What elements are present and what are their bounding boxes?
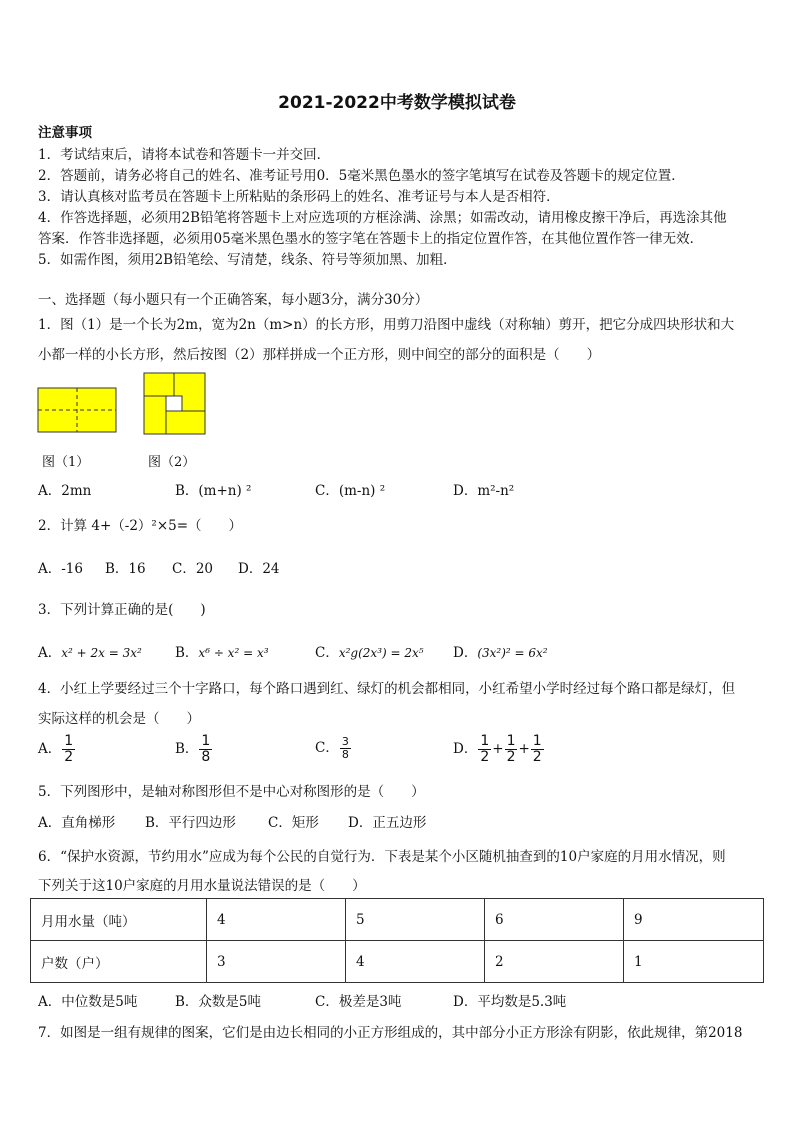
fraction-denominator: 8 <box>201 749 211 765</box>
q6-stem-line1: 6．“保护水资源，节约用水”应成为每个公民的自觉行为．下表是某个小区随机抽查到的10户家庭的月用水情况，则 <box>38 849 726 865</box>
q6-option-b: B．众数是5吨 <box>175 994 262 1010</box>
q2-option-a: A．-16 <box>38 561 83 577</box>
fraction-numerator: 1 <box>64 733 74 749</box>
q4-option-d-fraction-1 <box>478 734 491 765</box>
fraction-denominator: 2 <box>532 749 542 765</box>
table-cell: 3 <box>207 941 346 983</box>
q4-option-b-fraction <box>199 734 212 765</box>
table-cell: 4 <box>346 941 485 983</box>
q3-option-b <box>175 641 269 661</box>
q3-option-b-label: B． <box>175 645 199 661</box>
note-item: 答案．作答非选择题，必须用05毫米黑色墨水的签字笔在答题卡上的指定位置作答，在其他位置作答一律无效． <box>38 231 704 247</box>
fraction-numerator: 3 <box>341 735 349 748</box>
figure-2-square <box>144 373 205 434</box>
q3-option-c-label: C． <box>315 645 339 661</box>
q3-option-a-expr: x² + 2x = 3x² <box>61 646 142 660</box>
fraction-denominator: 2 <box>480 749 490 765</box>
table-cell: 户数（户） <box>31 941 207 983</box>
q3-option-a-label: A． <box>38 645 62 661</box>
q3-option-d-label: D． <box>453 645 478 661</box>
q3-option-c-expr: x²g(2x³) = 2x⁵ <box>338 646 424 660</box>
q4-option-c-fraction <box>340 736 351 761</box>
q1-option-c: C．(m-n) ² <box>315 483 386 499</box>
fraction-denominator: 2 <box>64 749 74 765</box>
q4-option-a-label: A． <box>38 741 62 757</box>
figure-2-label: 图（2） <box>148 455 196 470</box>
q4-option-c-label: C． <box>315 740 339 756</box>
section-heading: 一、选择题（每小题只有一个正确答案，每小题3分，满分30分） <box>38 292 429 308</box>
q4-option-d-fraction-2 <box>505 734 518 765</box>
q4-stem-line1: 4．小红上学要经过三个十字路口，每个路口遇到红、绿灯的机会都相同，小红希望小学时经过每个路口都是绿灯，但 <box>38 681 736 697</box>
table-row <box>31 899 764 941</box>
q1-option-a: A．2mn <box>38 483 92 499</box>
note-item: 1．考试结束后，请将本试卷和答题卡一并交回． <box>38 147 331 163</box>
q5-option-c: C．矩形 <box>268 815 319 831</box>
q5-option-a: A．直角梯形 <box>38 815 116 831</box>
q2-option-d: D．24 <box>238 561 280 577</box>
table-cell: 9 <box>624 899 764 941</box>
fraction-denominator: 8 <box>341 748 349 761</box>
q6-option-a: A．中位数是5吨 <box>38 994 138 1010</box>
water-usage-table <box>30 898 764 983</box>
q3-option-d-expr: (3x²)² = 6x² <box>477 646 548 660</box>
q6-option-c: C．极差是3吨 <box>315 994 402 1010</box>
q4-option-d-label: D． <box>453 741 478 757</box>
figure-1-rectangle <box>38 388 116 432</box>
table-cell: 2 <box>485 941 624 983</box>
q2-option-c: C．20 <box>172 561 214 577</box>
q1-stem-line2: 小都一样的小长方形，然后按图（2）那样拼成一个正方形，则中间空的部分的面积是（ ） <box>38 347 601 363</box>
page-title: 2021-2022中考数学模拟试卷 <box>278 93 516 113</box>
q5-option-b: B．平行四边形 <box>145 815 236 831</box>
note-item: 5．如需作图，须用2B铅笔绘、写清楚，线条、符号等须加黑、加粗． <box>38 252 457 268</box>
q2-stem: 2．计算 4+（-2）²×5=（ ） <box>38 518 243 534</box>
q5-stem: 5．下列图形中，是轴对称图形但不是中心对称图形的是（ ） <box>38 784 425 800</box>
plus-sign: + <box>518 741 530 757</box>
fraction-numerator: 1 <box>506 733 516 749</box>
fraction-numerator: 1 <box>532 733 542 749</box>
q4-stem-line2: 实际这样的机会是（ ） <box>38 711 200 727</box>
q5-option-d: D．正五边形 <box>348 815 427 831</box>
table-cell: 1 <box>624 941 764 983</box>
q7-stem-line1: 7．如图是一组有规律的图案，它们是由边长相同的小正方形组成的，其中部分小正方形涂有阴影，依此规律，第2018 <box>38 1025 743 1041</box>
q4-option-a <box>38 734 76 765</box>
fraction-denominator: 2 <box>506 749 516 765</box>
q4-option-d <box>453 734 545 765</box>
q4-option-b-label: B． <box>175 741 199 757</box>
q3-stem: 3．下列计算正确的是( ) <box>38 602 206 618</box>
q1-figures <box>36 370 216 440</box>
q1-option-d: D．m²-n² <box>453 483 515 499</box>
q4-option-c <box>315 736 352 761</box>
table-cell: 6 <box>485 899 624 941</box>
q2-option-b: B．16 <box>105 561 146 577</box>
q4-option-b <box>175 734 213 765</box>
plus-sign: + <box>492 741 504 757</box>
q4-option-d-fraction-3 <box>531 734 544 765</box>
table-cell: 月用水量（吨） <box>31 899 207 941</box>
q3-option-c <box>315 641 424 661</box>
q6-option-d: D．平均数是5.3吨 <box>453 994 567 1010</box>
fraction-numerator: 1 <box>480 733 490 749</box>
q6-stem-line2: 下列关于这10户家庭的月用水量说法错误的是（ ） <box>38 878 366 894</box>
q4-option-a-fraction <box>62 734 75 765</box>
notes-heading: 注意事项 <box>38 125 92 141</box>
note-item: 3．请认真核对监考员在答题卡上所粘贴的条形码上的姓名、准考证号与本人是否相符． <box>38 189 560 205</box>
q1-stem-line1: 1．图（1）是一个长为2m，宽为2n（m>n）的长方形，用剪刀沿图中虚线（对称轴）剪开，把它分成四块形状和大 <box>38 317 735 333</box>
table-row <box>31 941 764 983</box>
q1-option-b: B．(m+n) ² <box>175 483 252 499</box>
note-item: 4．作答选择题，必须用2B铅笔将答题卡上对应选项的方框涂满、涂黑；如需改动，请用橡皮擦干净后，再选涂其他 <box>38 210 727 226</box>
q3-option-b-expr: x⁶ ÷ x² = x³ <box>198 646 269 660</box>
figure-1-label: 图（1） <box>42 455 90 470</box>
table-cell: 4 <box>207 899 346 941</box>
fraction-numerator: 1 <box>201 733 211 749</box>
q3-option-d <box>453 641 548 661</box>
table-cell: 5 <box>346 899 485 941</box>
q3-option-a <box>38 641 142 661</box>
note-item: 2．答题前，请务必将自己的姓名、准考证号用0．5毫米黑色墨水的签字笔填写在试卷及答题卡的规定位置． <box>38 168 685 184</box>
